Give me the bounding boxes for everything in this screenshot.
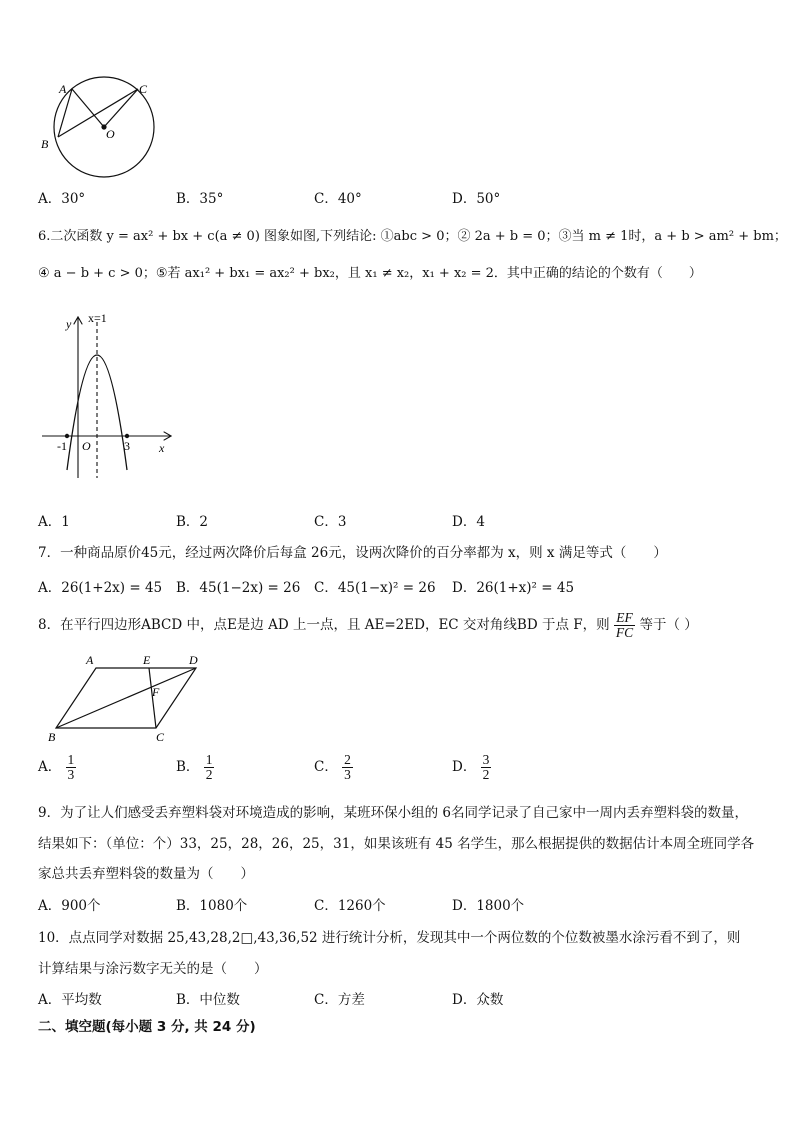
q8-label-c: C	[156, 730, 165, 744]
q5-segment-ao	[72, 89, 104, 127]
q10-stem-line1: 10．点点同学对数据 25,43,28,2□,43,36,52 进行统计分析，发现其中一个两位数的个位数被墨水涂污看不到了，则	[38, 930, 741, 946]
q8-parallelogram-figure	[40, 650, 215, 745]
q7-option-c: C．45(1−x)² = 26	[314, 580, 436, 596]
q9-stem-line3: 家总共丢弃塑料袋的数量为（ ）	[38, 866, 254, 882]
q7-option-b: B．45(1−2x) = 26	[176, 580, 301, 596]
q5-option-b: B．35°	[176, 191, 224, 207]
q8-option-b-label: B．	[176, 759, 200, 776]
q9-stem-line1: 9．为了让人们感受丢弃塑料袋对环境造成的影响，某班环保小组的 6名同学记录了自己家中一周内丢弃塑料袋的数量，	[38, 805, 748, 821]
q8-option-b	[176, 753, 214, 782]
q8-option-a	[38, 753, 76, 782]
q8-option-c	[314, 753, 353, 782]
q5-option-d: D．50°	[452, 191, 501, 207]
q9-stem-line2: 结果如下：（单位：个）33，25，28，26，25，31，如果该班有 45 名学生，那么根据提供的数据估计本周全班同学各	[38, 836, 755, 852]
q5-option-c: C．40°	[314, 191, 362, 207]
q7-stem: 7．一种商品原价45元，经过两次降价后每盒 26元，设两次降价的百分率都为 x，则 x 满足等式（ ）	[38, 545, 667, 561]
q8-option-d-frac	[481, 753, 492, 782]
q8-option-a-num: 1	[67, 752, 75, 767]
q8-label-d: D	[189, 653, 198, 667]
q5-label-c: C	[139, 82, 148, 96]
q5-option-a: A．30°	[38, 191, 86, 207]
q8-option-d	[452, 753, 491, 782]
section-heading-fill-in: 二、填空题(每小题 3 分, 共 24 分)	[38, 1019, 256, 1035]
q8-label-f: F	[152, 685, 160, 699]
q6-option-b: B．2	[176, 514, 209, 530]
q8-option-c-den: 3	[344, 767, 351, 783]
q5-label-a: A	[59, 82, 67, 96]
q9-option-d: D．1800个	[452, 898, 525, 914]
q6-option-a: A．1	[38, 514, 70, 530]
q6-stem-line2: ④ a − b + c > 0；⑤若 ax₁² + bx₁ = ax₂² + bx₂，且 x₁ ≠ x₂，x₁ + x₂ = 2．其中正确的结论的个数有（ ）	[38, 266, 702, 281]
q8-stem	[38, 611, 698, 640]
q5-label-o: O	[106, 127, 115, 141]
q7-option-d: D．26(1+x)² = 45	[452, 580, 575, 596]
q6-stem-line1: 6.二次函数 y = ax² + bx + c(a ≠ 0) 图象如图,下列结论: ①abc > 0；② 2a + b = 0；③当 m ≠ 1时，a + b > am² + bm；	[38, 229, 787, 244]
q5-label-b: B	[41, 137, 49, 151]
q8-option-d-den: 2	[482, 767, 490, 783]
q6-parabola-figure	[38, 310, 178, 485]
q9-option-c: C．1260个	[314, 898, 386, 914]
q10-stem-line2: 计算结果与涂污数字无关的是（ ）	[38, 961, 268, 977]
q6-point-minus1	[65, 434, 69, 438]
q8-option-c-label: C．	[314, 759, 338, 776]
q8-option-c-frac	[342, 753, 353, 782]
q8-option-b-den: 2	[205, 767, 213, 783]
q8-fraction-num: EF	[614, 611, 635, 626]
q6-label-3: 3	[124, 439, 130, 453]
q6-label-origin: O	[82, 439, 91, 453]
q6-option-c: C．3	[314, 514, 347, 530]
q8-stem-a: 8．在平行四边形ABCD 中，点E是边 AD 上一点，且 AE=2ED，EC 交对角线BD 于点 F，则	[38, 617, 610, 634]
q6-label-x: x	[159, 441, 165, 455]
q9-option-b: B．1080个	[176, 898, 248, 914]
q8-option-b-frac	[204, 753, 215, 782]
q10-option-c: C．方差	[314, 992, 365, 1008]
q6-label-y: y	[66, 317, 72, 331]
q9-option-a: A．900个	[38, 898, 101, 914]
q8-label-b: B	[48, 730, 56, 744]
q6-option-d: D．4	[452, 514, 485, 530]
q8-option-d-num: 3	[482, 752, 490, 767]
q6-label-minus1: -1	[57, 439, 67, 453]
q10-option-a: A．平均数	[38, 992, 102, 1008]
q8-option-d-label: D．	[452, 759, 477, 776]
q10-option-d: D．众数	[452, 992, 504, 1008]
q8-option-a-den: 3	[67, 767, 75, 783]
q8-option-a-label: A．	[38, 759, 62, 776]
q5-circle-figure	[38, 76, 163, 186]
q8-fraction-den: FC	[615, 625, 634, 641]
q6-point-3	[125, 434, 129, 438]
q8-diagonal-bd	[56, 668, 196, 728]
q8-label-a: A	[86, 653, 94, 667]
q10-option-b: B．中位数	[176, 992, 240, 1008]
q7-option-a: A．26(1+2x) = 45	[38, 580, 163, 596]
q8-option-b-num: 1	[205, 752, 213, 767]
q8-label-e: E	[143, 653, 151, 667]
q8-option-a-frac	[66, 753, 77, 782]
q8-option-c-num: 2	[344, 752, 351, 767]
q5-segment-co	[104, 89, 138, 127]
q6-label-axis: x=1	[88, 311, 107, 325]
q8-ratio-fraction	[614, 611, 635, 640]
q8-stem-b: 等于（ ）	[639, 617, 698, 634]
